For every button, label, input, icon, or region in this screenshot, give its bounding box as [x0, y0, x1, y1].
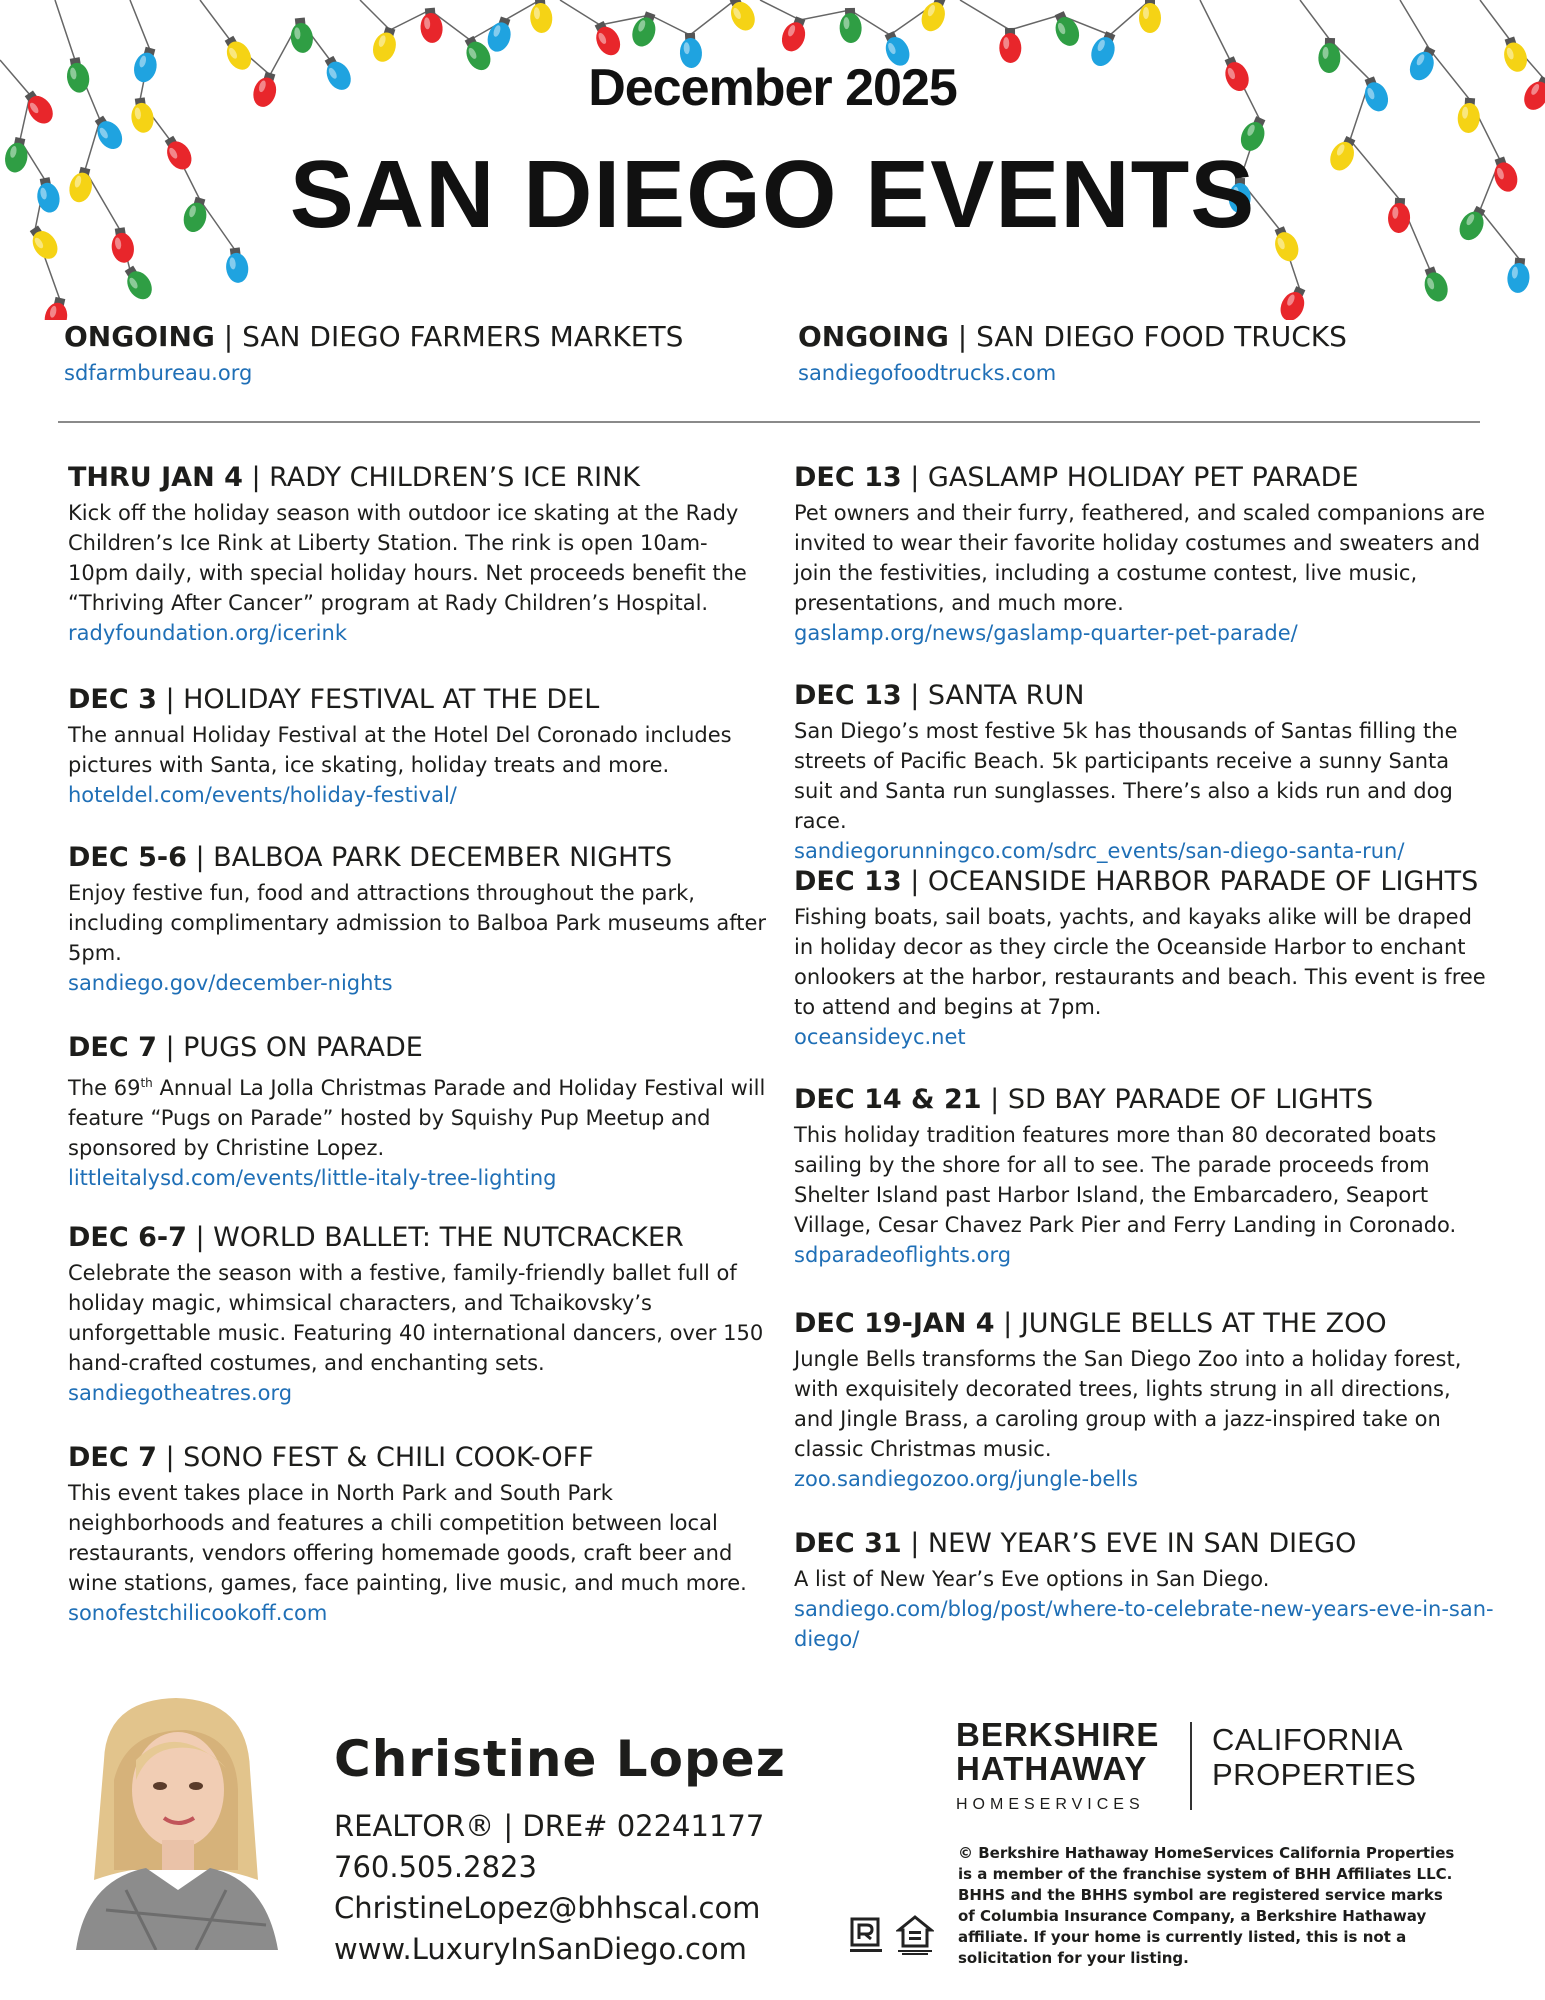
event-description: This event takes place in North Park and South Park neighborhoods and features a chili competition between local restaurants, vendors offering homemade goods, craft beer and wine stations, games, face painting, live music, and much more.: [68, 1481, 747, 1595]
event-link[interactable]: littleitalysd.com/events/little-italy-tree-lighting: [68, 1166, 557, 1190]
light-bulb: [778, 14, 811, 55]
event-link[interactable]: hoteldel.com/events/holiday-festival/: [68, 783, 457, 807]
agent-email[interactable]: ChristineLopez@bhhscal.com: [334, 1891, 761, 1925]
event-description: Fishing boats, sail boats, yachts, and kayaks alike will be draped in holiday decor as they circle the Oceanside Harbor to enchant onlookers at the harbor, restaurants and beach. This event is free to attend and begins at 7pm.: [794, 905, 1486, 1019]
event-date: DEC 5-6: [68, 842, 187, 873]
light-bulb: [917, 0, 951, 35]
bhhs-logo: [956, 1718, 1159, 1814]
event-description-part: Annual La Jolla Christmas Parade and Holiday Festival will feature “Pugs on Parade” hosted by Squishy Pup Meetup and sponsored by Christine Lopez.: [68, 1076, 766, 1160]
ongoing-name: SAN DIEGO FARMERS MARKETS: [242, 320, 684, 353]
event-link[interactable]: sandiego.gov/december-nights: [68, 971, 393, 995]
event-new-years-eve: [794, 1528, 1494, 1654]
event-name: BALBOA PARK DECEMBER NIGHTS: [213, 842, 673, 873]
event-description: Celebrate the season with a festive, family-friendly ballet full of holiday magic, whimsical characters, and Tchaikovsky’s unforgettable music. Featuring 40 international dancers, over 150 hand-crafted costumes, and enchanting sets.: [68, 1261, 764, 1375]
event-date: THRU JAN 4: [68, 462, 243, 493]
event-link[interactable]: zoo.sandiegozoo.org/jungle-bells: [794, 1467, 1138, 1491]
event-name: OCEANSIDE HARBOR PARADE OF LIGHTS: [927, 866, 1479, 897]
agent-phone[interactable]: 760.505.2823: [334, 1850, 537, 1884]
event-link[interactable]: sdparadeoflights.org: [794, 1243, 1012, 1267]
light-bulb: [484, 15, 516, 55]
event-heading: DEC 3 | HOLIDAY FESTIVAL AT THE DEL: [68, 684, 600, 715]
ongoing-label: ONGOING: [798, 320, 949, 353]
event-balboa-december-nights: [68, 842, 768, 998]
brand-region-line-1: CALIFORNIA: [1212, 1722, 1404, 1757]
event-sd-bay-parade: [794, 1084, 1494, 1270]
light-bulb: [120, 262, 157, 303]
brand-line-2: HATHAWAY: [956, 1750, 1148, 1787]
ongoing-heading: ONGOING | SAN DIEGO FOOD TRUCKS: [798, 320, 1347, 353]
ongoing-link[interactable]: sandiegofoodtrucks.com: [798, 361, 1057, 385]
event-description: Pet owners and their furry, feathered, and scaled companions are invited to wear their favorite holiday costumes and sweaters and join the festivities, including a costume contest, live music, presentations, and much more.: [794, 501, 1486, 615]
event-date: DEC 13: [794, 462, 902, 493]
event-link[interactable]: oceansideyc.net: [794, 1025, 966, 1049]
event-rady-ice-rink: [68, 462, 768, 648]
event-heading: DEC 13 | GASLAMP HOLIDAY PET PARADE: [794, 462, 1359, 493]
event-description: This holiday tradition features more than 80 decorated boats sailing by the shore for all to see. The parade proceeds from Shelter Island past Harbor Island, the Embarcadero, Seaport Village, Cesar Chavez Park Pier and Ferry Landing in Coronado.: [794, 1123, 1457, 1237]
event-link[interactable]: gaslamp.org/news/gaslamp-quarter-pet-parade/: [794, 621, 1298, 645]
light-bulb: [419, 7, 444, 44]
brand-divider: [1190, 1722, 1192, 1810]
event-oceanside-harbor-parade: [794, 866, 1494, 1052]
page-subtitle-month: December 2025: [588, 59, 957, 117]
agent-name: Christine Lopez: [334, 1730, 786, 1788]
event-description: San Diego’s most festive 5k has thousands of Santas filling the streets of Pacific Beach. 5k participants receive a sunny Santa suit and Santa run sunglasses. There’s also a kids run and dog race.: [794, 719, 1458, 833]
light-bulb: [1049, 9, 1083, 50]
event-name: RADY CHILDREN’S ICE RINK: [269, 462, 641, 493]
event-name: JUNGLE BELLS AT THE ZOO: [1020, 1308, 1387, 1339]
ongoing-label: ONGOING: [64, 320, 215, 353]
event-heading: THRU JAN 4 | RADY CHILDREN’S ICE RINK: [68, 462, 641, 493]
light-bulb: [628, 9, 661, 49]
event-jungle-bells: [794, 1308, 1494, 1494]
event-heading: DEC 7 | SONO FEST & CHILI COOK-OFF: [68, 1442, 594, 1473]
event-link-part: sandiego.com/blog/post/where-to-celebrate-new-years-eve-in-san-: [794, 1597, 1494, 1621]
event-description: A list of New Year’s Eve options in San Diego.: [794, 1567, 1270, 1591]
equal-housing-icon: [896, 1914, 934, 1956]
ongoing-heading: ONGOING | SAN DIEGO FARMERS MARKETS: [64, 320, 684, 353]
light-bulb: [1139, 0, 1161, 33]
event-description-part: The 69: [68, 1076, 141, 1100]
ongoing-farmers-markets: [64, 320, 724, 385]
event-description: Jungle Bells transforms the San Diego Zoo into a holiday forest, with exquisitely decorated trees, lights strung in all directions, and Jingle Brass, a caroling group with a jazz-inspired take on classic Christmas music.: [794, 1347, 1462, 1461]
agent-info: [334, 1730, 786, 1970]
ongoing-food-trucks: [798, 320, 1458, 385]
event-heading: DEC 5-6 | BALBOA PARK DECEMBER NIGHTS: [68, 842, 673, 873]
event-date: DEC 3: [68, 684, 157, 715]
event-nutcracker: [68, 1222, 768, 1408]
event-date: DEC 31: [794, 1528, 902, 1559]
event-link-part: diego/: [794, 1627, 860, 1651]
agent-photo: [66, 1690, 286, 1950]
event-date: DEC 6-7: [68, 1222, 187, 1253]
brand-line-1: BERKSHIRE: [956, 1716, 1160, 1753]
light-bulb: [42, 296, 71, 320]
event-description: The annual Holiday Festival at the Hotel Del Coronado includes pictures with Santa, ice skating, holiday treats and more.: [68, 723, 732, 777]
event-holiday-festival-del: [68, 684, 768, 810]
light-bulb: [224, 247, 250, 284]
event-heading: DEC 13 | OCEANSIDE HARBOR PARADE OF LIGHTS: [794, 866, 1479, 897]
event-heading: DEC 14 & 21 | SD BAY PARADE OF LIGHTS: [794, 1084, 1374, 1115]
event-date: DEC 7: [68, 1032, 157, 1063]
event-name: NEW YEAR’S EVE IN SAN DIEGO: [927, 1528, 1357, 1559]
event-name: SANTA RUN: [927, 680, 1085, 711]
light-bulb: [289, 17, 315, 54]
realtor-r-icon: [850, 1917, 884, 1955]
brand-region: [1212, 1722, 1416, 1792]
agent-website[interactable]: www.LuxuryInSanDiego.com: [334, 1932, 747, 1966]
event-heading: DEC 31 | NEW YEAR’S EVE IN SAN DIEGO: [794, 1528, 1357, 1559]
event-name: GASLAMP HOLIDAY PET PARADE: [927, 462, 1359, 493]
event-heading: DEC 19-JAN 4 | JUNGLE BELLS AT THE ZOO: [794, 1308, 1387, 1339]
light-bulb: [589, 18, 624, 59]
section-divider: [58, 421, 1480, 423]
event-pugs-on-parade: [68, 1032, 768, 1193]
brand-region-line-2: PROPERTIES: [1212, 1757, 1417, 1792]
event-heading: DEC 7 | PUGS ON PARADE: [68, 1032, 423, 1063]
event-name: SONO FEST & CHILI COOK-OFF: [183, 1442, 594, 1473]
agent-title: REALTOR® | DRE# 02241177: [334, 1809, 765, 1843]
event-link[interactable]: sandiegorunningco.com/sdrc_events/san-diego-santa-run/: [794, 839, 1405, 863]
ongoing-link[interactable]: sdfarmbureau.org: [64, 361, 253, 385]
light-bulb: [1419, 264, 1452, 304]
event-description: Enjoy festive fun, food and attractions throughout the park, including complimentary admission to Balboa Park museums after 5pm.: [68, 881, 767, 965]
event-name: HOLIDAY FESTIVAL AT THE DEL: [183, 684, 600, 715]
event-date: DEC 7: [68, 1442, 157, 1473]
light-wire: [960, 0, 1150, 35]
event-link[interactable]: radyfoundation.org/icerink: [68, 621, 347, 645]
event-name: WORLD BALLET: THE NUTCRACKER: [213, 1222, 684, 1253]
page-title: SAN DIEGO EVENTS: [289, 141, 1256, 248]
event-date: DEC 19-JAN 4: [794, 1308, 995, 1339]
event-name: PUGS ON PARADE: [183, 1032, 423, 1063]
light-bulb: [1276, 284, 1311, 320]
ongoing-name: SAN DIEGO FOOD TRUCKS: [976, 320, 1347, 353]
brand-line-3: HOMESERVICES: [956, 1796, 1145, 1813]
event-link[interactable]: [794, 1594, 1494, 1654]
event-gaslamp-pet-parade: [794, 462, 1494, 648]
event-heading: DEC 13 | SANTA RUN: [794, 680, 1085, 711]
event-date: DEC 13: [794, 866, 902, 897]
event-date: DEC 13: [794, 680, 902, 711]
event-link[interactable]: sonofestchilicookoff.com: [68, 1601, 328, 1625]
ordinal-suffix: th: [140, 1076, 153, 1090]
event-name: SD BAY PARADE OF LIGHTS: [1007, 1084, 1374, 1115]
legal-disclaimer: © Berkshire Hathaway HomeServices California Properties is a member of the franchise system of BHH Affiliates LLC. BHHS and the BHHS symbol are registered service marks of Columbia Insurance Company, a Berkshire Hathaway affiliate. If your home is currently listed, this is not a solicitation for your listing.: [958, 1844, 1455, 1967]
event-description: [68, 1068, 768, 1163]
event-date: DEC 14 & 21: [794, 1084, 982, 1115]
light-bulb: [839, 8, 862, 44]
event-sono-fest: [68, 1442, 768, 1628]
event-heading: DEC 6-7 | WORLD BALLET: THE NUTCRACKER: [68, 1222, 684, 1253]
event-description: Kick off the holiday season with outdoor ice skating at the Rady Children’s Ice Rink at Liberty Station. The rink is open 10am-10pm daily, with special holiday hours. Net proceeds benefit the “Thriving After Cancer” program at Rady Children’s Hospital.: [68, 501, 747, 615]
event-link[interactable]: sandiegotheatres.org: [68, 1381, 293, 1405]
event-santa-run: [794, 680, 1494, 866]
light-bulb: [1506, 257, 1531, 294]
